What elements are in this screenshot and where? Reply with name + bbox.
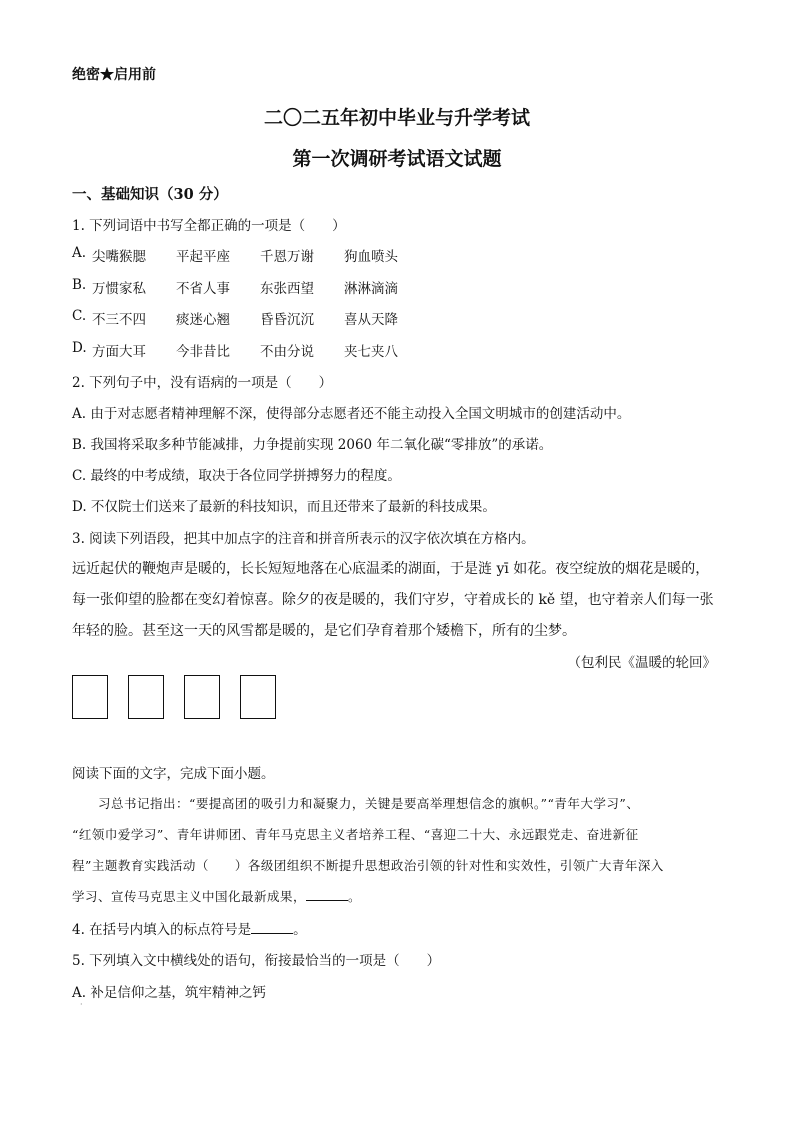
q1-option-b <box>72 277 428 297</box>
q5-option-a: A. 补足信仰之基，筑牢精神之钙 <box>72 985 266 1001</box>
option-word: 尖嘴猴腮 <box>92 249 146 265</box>
reading-intro: 阅读下面的文字，完成下面小题。 <box>72 766 275 782</box>
option-word: 不三不四 <box>92 312 146 328</box>
answer-box[interactable] <box>184 675 220 719</box>
answer-boxes <box>72 675 276 719</box>
page-mark: · <box>80 1000 83 1009</box>
reading-passage-line: “红领巾爱学习”、青年讲师团、青年马克思主义者培养工程、“喜迎二十大、永远跟党走、奋进新征 <box>72 827 639 842</box>
fill-blank[interactable] <box>251 921 293 934</box>
q3-passage-line: 远近起伏的鞭炮声是暖的，长长短短地落在心底温柔的湖面，于是涟 yī 如花。夜空绽放的烟花是暖的， <box>72 561 710 577</box>
option-word: 千恩万谢 <box>260 249 314 265</box>
q1-option-d <box>72 340 428 360</box>
q1-stem: 1. 下列词语中书写全都正确的一项是（ ） <box>72 218 346 234</box>
reading-passage-text: 学习、宣传马克思主义中国化最新成果， <box>72 889 307 904</box>
option-word: 昏昏沉沉 <box>260 312 314 328</box>
option-word: 不由分说 <box>260 344 314 360</box>
q4-stem <box>72 918 307 938</box>
secret-label: 绝密★启用前 <box>72 67 156 83</box>
q2-option-a: A. 由于对志愿者精神理解不深，使得部分志愿者还不能主动投入全国文明城市的创建活动中。 <box>72 406 631 422</box>
option-label: B. <box>72 277 87 293</box>
q4-end: 。 <box>293 922 307 938</box>
q2-option-b: B. 我国将采取多种节能减排，力争提前实现 2060 年二氧化碳“零排放”的承诺。 <box>72 437 553 453</box>
option-word: 痰迷心翘 <box>176 312 230 328</box>
option-word: 夹七夹八 <box>344 344 398 360</box>
exam-subtitle: 第一次调研考试语文试题 <box>292 148 502 170</box>
option-word: 淋淋滴滴 <box>344 281 398 297</box>
reading-passage-line: 习总书记指出：“要提高团的吸引力和凝聚力，关键是要高举理想信念的旗帜。”“青年大学习”、 <box>72 796 640 811</box>
reading-passage-line: 程”主题教育实践活动（ ）各级团组织不断提升思想政治引领的针对性和实效性，引领广大青年深入 <box>72 858 664 873</box>
q1-option-a <box>72 245 428 265</box>
q2-option-c: C. 最终的中考成绩，取决于各位同学拼搏努力的程度。 <box>72 468 401 484</box>
q5-stem: 5. 下列填入文中横线处的语句，衔接最恰当的一项是（ ） <box>72 953 441 969</box>
q3-stem: 3. 阅读下列语段，把其中加点字的注音和拼音所表示的汉字依次填在方格内。 <box>72 531 535 547</box>
option-label: A. <box>72 245 87 261</box>
q2-option-d: D. 不仅院士们送来了最新的科技知识，而且还带来了最新的科技成果。 <box>72 499 496 515</box>
option-label: C. <box>72 308 87 324</box>
q3-passage-line: 每一张仰望的脸都在变幻着惊喜。除夕的夜是暖的，我们守岁，守着成长的 kě 望，也守着亲人们每一张 <box>72 592 714 608</box>
option-label: D. <box>72 340 87 356</box>
option-word: 东张西望 <box>260 281 314 297</box>
q1-option-c <box>72 308 428 328</box>
option-word: 方面大耳 <box>92 344 146 360</box>
answer-box[interactable] <box>128 675 164 719</box>
q4-text: 4. 在括号内填入的标点符号是 <box>72 922 252 938</box>
section-heading: 一、基础知识（30 分） <box>72 186 228 203</box>
option-word: 平起平座 <box>176 249 230 265</box>
option-word: 不省人事 <box>176 281 230 297</box>
option-word: 狗血喷头 <box>344 249 398 265</box>
fill-blank[interactable] <box>306 888 348 901</box>
exam-title: 二〇二五年初中毕业与升学考试 <box>263 107 530 129</box>
answer-box[interactable] <box>72 675 108 719</box>
q3-source: （包利民《温暖的轮回》 <box>567 655 716 671</box>
option-word: 喜从天降 <box>344 312 398 328</box>
answer-box[interactable] <box>240 675 276 719</box>
option-word: 万惯家私 <box>92 281 146 297</box>
reading-passage-line <box>72 887 361 905</box>
option-word: 今非昔比 <box>176 344 230 360</box>
q3-passage-line: 年轻的脸。甚至这一天的风雪都是暖的，是它们孕育着那个矮檐下，所有的尘梦。 <box>72 623 576 639</box>
q2-stem: 2. 下列句子中，没有语病的一项是（ ） <box>72 375 333 391</box>
reading-passage-end: 。 <box>348 889 362 904</box>
